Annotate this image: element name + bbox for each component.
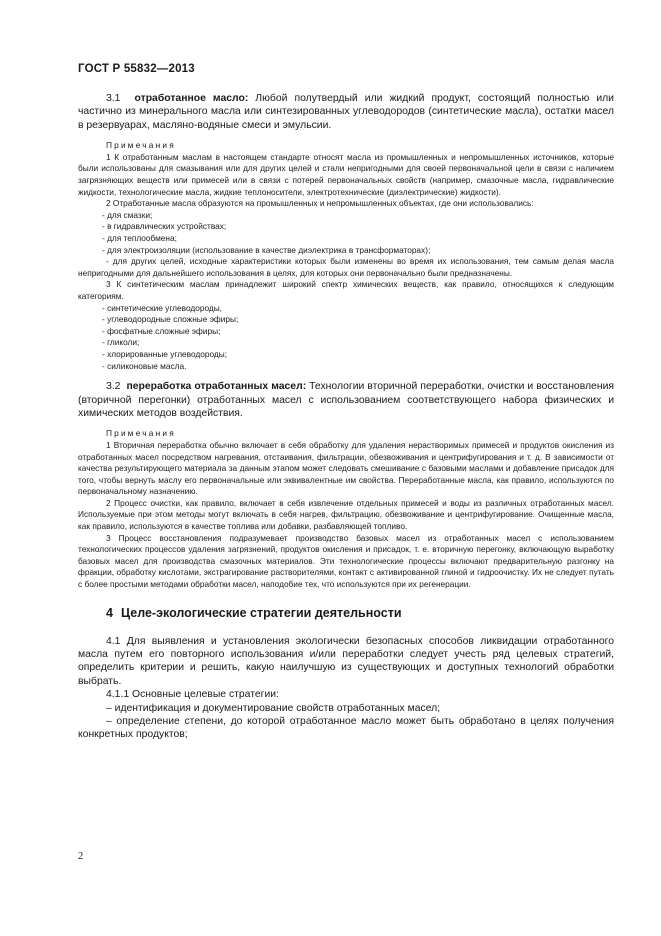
list-item: - силиконовые масла. xyxy=(102,360,187,371)
term: переработка отработанных масел: xyxy=(126,381,307,393)
definition-3-1 xyxy=(78,92,614,132)
term: отработанное масло: xyxy=(134,93,249,104)
notes-title: Примечания xyxy=(106,140,176,151)
clause-number: 3.2 xyxy=(106,381,121,393)
definition-3-2 xyxy=(78,380,614,420)
section-title: Целе-экологические стратегии деятельности xyxy=(120,605,402,620)
document-header: ГОСТ Р 55832—2013 xyxy=(78,63,195,75)
list-item: – определение степени, до которой отработанное масло может быть обработано в целях получения конкретных продуктов; xyxy=(78,716,614,741)
list-item: - углеводородные сложные эфиры; xyxy=(102,314,239,325)
list-item: - для смазки; xyxy=(102,209,153,220)
note-1: 1 К отработанным маслам в настоящем стандарте относят масла из промышленных и непромышленных источников, которые были использованы для смазывания или для других целей и стали непригодными для своей первоначальной цели в связи с наличием загрязняющих веществ или примесей или в связи с потерей первоначальных свойств (например, смазочные масла, гидравлические жидкости, технологические масла, жидкие теплоносители, электротехнические (диэлектрические) жидкости). xyxy=(78,151,614,197)
note-2: 2 Процесс очистки, как правило, включает в себя извлечение отдельных примесей и воды из различных отработанных масел. Используемые при этом методы могут включать в себя нагрев, фильтрацию, обезвоживание и центрифугирование. Очищенные масла, как правило, используются в качестве топлива или добавки, разбавляющей топливо. xyxy=(78,497,614,532)
note-1: 1 Вторичная переработка обычно включает в себя обработку для удаления нерастворимых примесей и продуктов окисления из отработанных масел посредством нагревания, отстаивания, фильтрации, обезвоживания и центрифугирования и т. д. В зависимости от качества результирующего материала за данным этапом может следовать смешивание с базовыми маслами и добавление присадок для того, чтобы вернуть маслу его первоначальные или эквивалентные им свойства. Переработанные масла, как правило, используются по первоначальному назначению. xyxy=(78,439,614,497)
list-item: - для других целей, исходные характеристики которых были изменены во время их использования, тем самым делая масла непригодными для дальнейшего использования в целях, для которых они первоначально были предназначены. xyxy=(78,256,614,278)
clause-4-1: 4.1 Для выявления и установления экологически безопасных способов ликвидации отработанного масла путем его повторного использования и/или переработки следует учесть ряд целевых стратегий, определить критерии и решить, какую наилучшую из существующих и доступных технологий обработки выбрать. xyxy=(78,635,614,687)
definition-text: Технологии вторичной переработки, очистки и восстановления (вторичной перегонки) отработанных масел с использованием соответствующего набора физических и химических методов воздействия. xyxy=(78,381,615,419)
document-body xyxy=(78,92,614,742)
page-number: 2 xyxy=(78,851,84,862)
section-number: 4 xyxy=(106,605,113,620)
list-item: - фосфатные сложные эфиры; xyxy=(102,325,221,336)
list-item: - в гидравлических устройствах; xyxy=(102,221,227,232)
list-item: – идентификация и документирование свойств отработанных масел; xyxy=(106,702,441,714)
note-3: 3 К синтетическим маслам принадлежит широкий спектр химических веществ, как правило, относящихся к следующим категориям. xyxy=(78,279,614,301)
list-item: - для теплообмена; xyxy=(102,232,177,243)
clause-4-1-1: 4.1.1 Основные целевые стратегии: xyxy=(106,689,279,701)
list-item: - для электроизоляции (использование в качестве диэлектрика в трансформаторах); xyxy=(102,244,431,255)
clause-number: 3.1 xyxy=(106,93,121,104)
note-3: 3 Процесс восстановления подразумевает производство базовых масел из отработанных масел с использованием технологических процессов удаления загрязнений, продуктов окисления и присадок, т. е. вторичную перегонку, включающую выработку базовых масел для производства смазочных материалов. Эти технологические процессы включают предварительную разгонку на фракции, обработку кислотами, экстрагирование растворителями, контакт с активированной глиной и гидроочистку. Их не следует путать с более простыми методами обработки масел, наподобие тех, что используются при их регенерации. xyxy=(78,532,614,590)
list-item: - хлорированные углеводороды; xyxy=(102,348,228,359)
definition-text: Любой полутвердый или жидкий продукт, состоящий полностью или частично из минерального масла или синтезированных углеводородов (синтетические масла), остатки масел в резервуарах, масляно-водяные смеси и эмульсии. xyxy=(78,93,614,131)
list-item: - синтетические углеводороды, xyxy=(102,302,222,313)
notes-title: Примечания xyxy=(106,428,176,439)
list-item: - гликоли; xyxy=(102,337,140,348)
section-heading xyxy=(78,605,614,621)
note-2: 2 Отработанные масла образуются на промышленных и непромышленных объектах, где они использовались: xyxy=(106,198,534,209)
